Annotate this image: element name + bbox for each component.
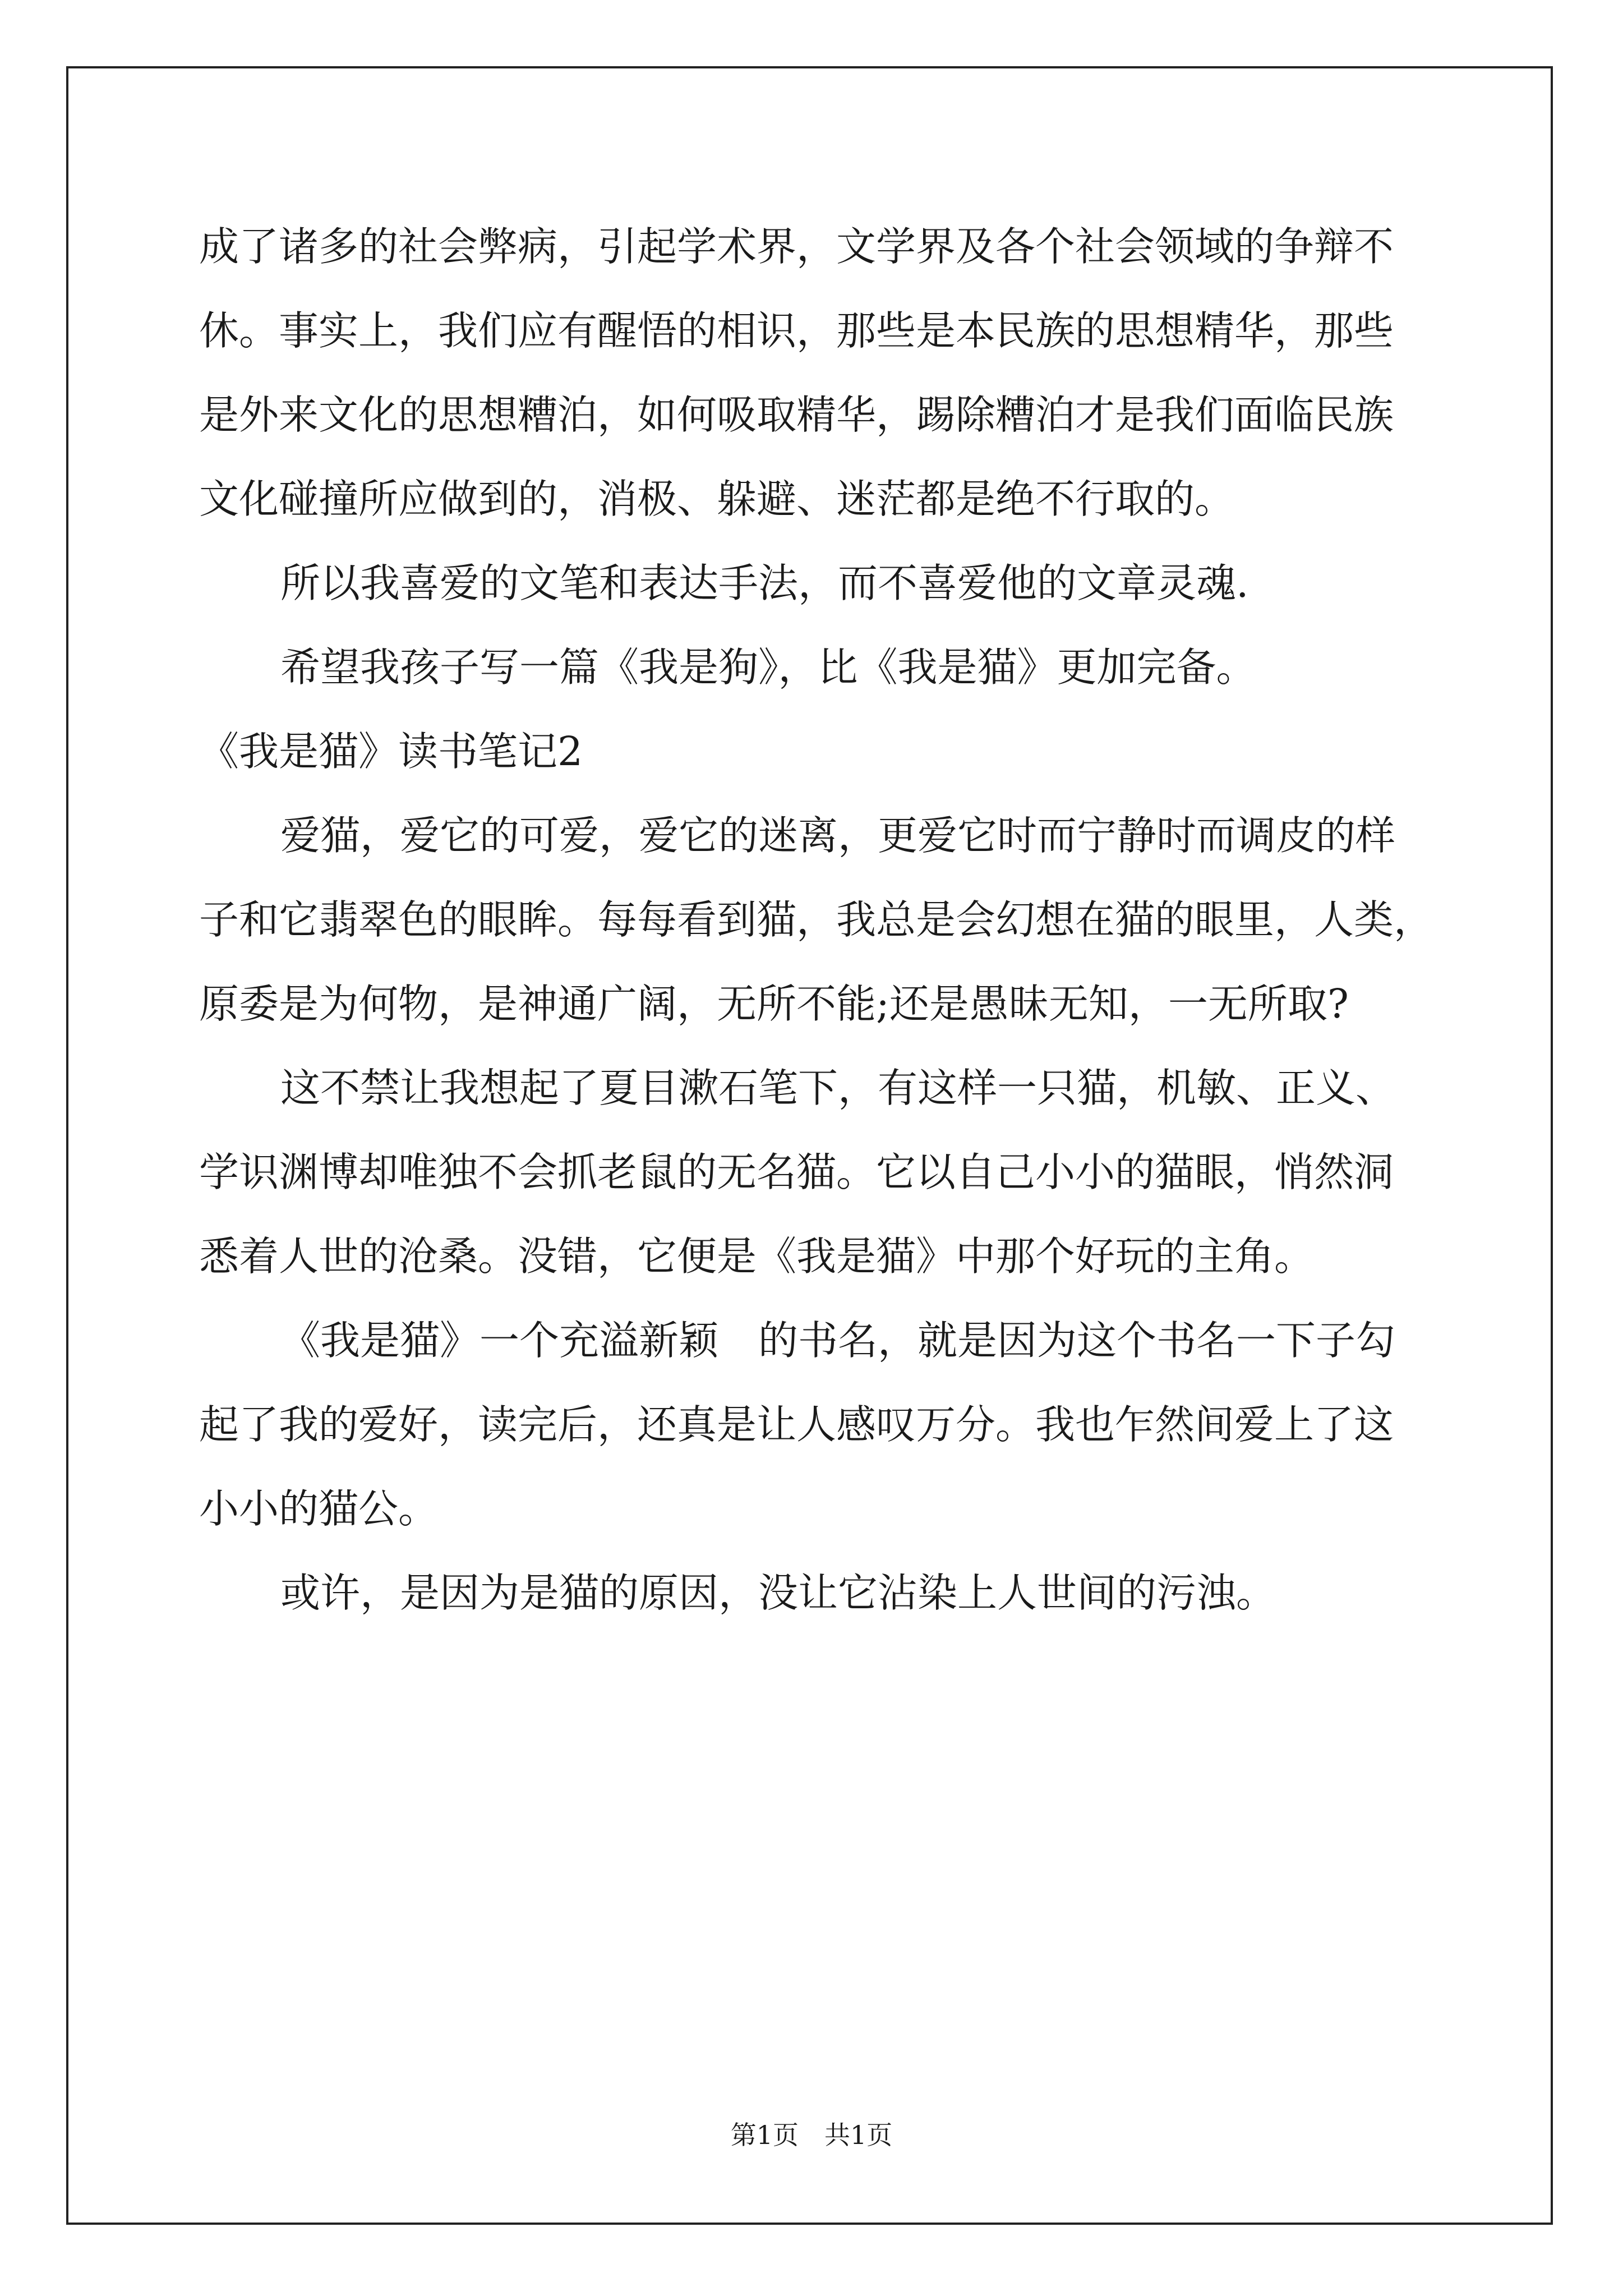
paragraph-line: 成了诸多的社会弊病，引起学术界，文学界及各个社会领域的争辩不 xyxy=(199,223,1394,270)
paragraph-line: 这不禁让我想起了夏目漱石笔下，有这样一只猫，机敏、正义、 xyxy=(280,1065,1396,1111)
paragraph-line: 小小的猫公。 xyxy=(199,1485,439,1532)
paragraph-line: 起了我的爱好，读完后，还真是让人感叹万分。我也乍然间爱上了这 xyxy=(199,1401,1394,1448)
paragraph-line: 文化碰撞所应做到的，消极、躲避、迷茫都是绝不行取的。 xyxy=(199,476,1235,522)
section-heading: 《我是猫》读书笔记2 xyxy=(199,728,583,775)
paragraph-line: 是外来文化的思想糟泊，如何吸取精华，踢除糟泊才是我们面临民族 xyxy=(199,392,1394,438)
paragraph-line: 爱猫，爱它的可爱，爱它的迷离，更爱它时而宁静时而调皮的样 xyxy=(280,812,1396,859)
paragraph-line: 休。事实上，我们应有醒悟的相识，那些是本民族的思想精华，那些 xyxy=(199,307,1394,354)
paragraph-line: 所以我喜爱的文笔和表达手法，而不喜爱他的文章灵魂. xyxy=(280,560,1249,606)
paragraph-line: 《我是猫》一个充溢新颖 的书名，就是因为这个书名一下子勾 xyxy=(280,1317,1396,1364)
paragraph-line: 子和它翡翠色的眼眸。每每看到猫，我总是会幻想在猫的眼里，人类， xyxy=(199,896,1434,943)
paragraph-line: 希望我孩子写一篇《我是狗》，比《我是猫》更加完备。 xyxy=(280,644,1256,691)
paragraph-line: 悉着人世的沧桑。没错，它便是《我是猫》中那个好玩的主角。 xyxy=(199,1233,1315,1280)
paragraph-line: 学识渊博却唯独不会抓老鼠的无名猫。它以自己小小的猫眼，悄然洞 xyxy=(199,1149,1394,1195)
paragraph-line: 原委是为何物，是神通广阔，无所不能;还是愚昧无知，一无所取? xyxy=(199,981,1349,1027)
page-number-footer: 第1页 共1页 xyxy=(730,2120,893,2150)
paragraph-line: 或许，是因为是猫的原因，没让它沾染上人世间的污浊。 xyxy=(280,1570,1276,1616)
